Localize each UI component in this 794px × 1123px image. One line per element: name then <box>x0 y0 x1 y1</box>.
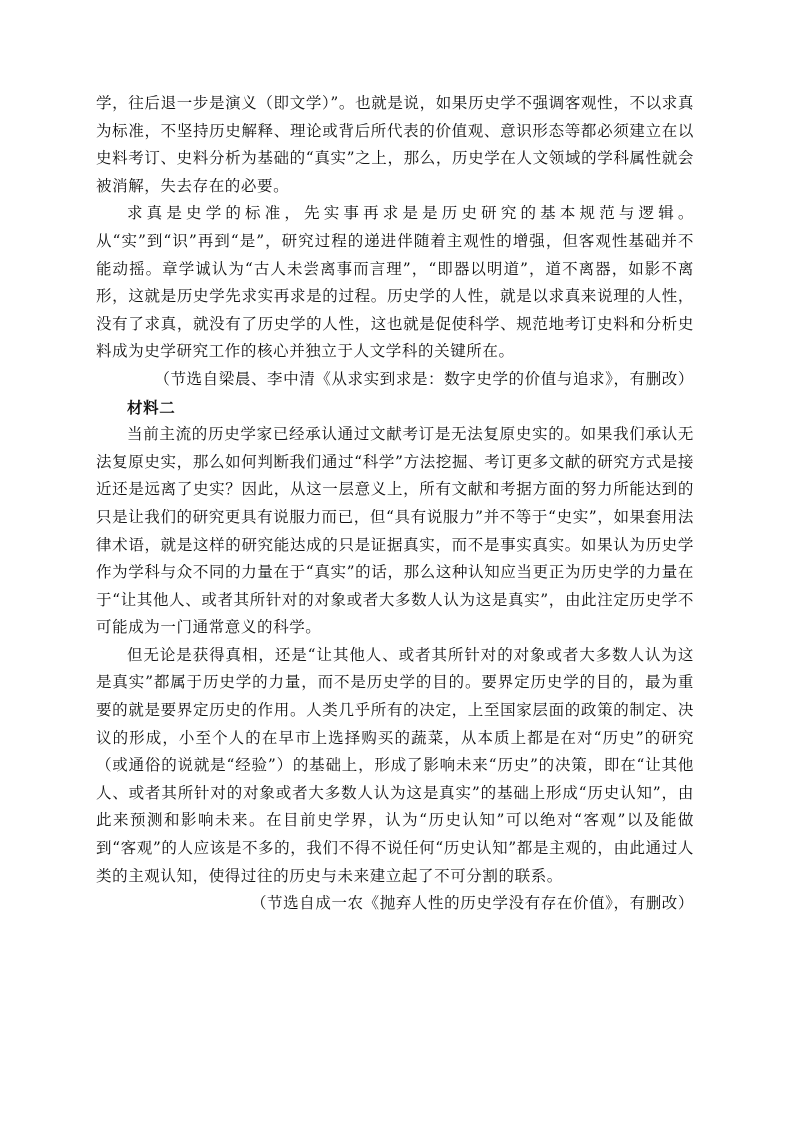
paragraph-continuation: 学，往后退一步是演义（即文学）”。也就是说，如果历史学不强调客观性，不以求真为标准，不坚持历史解释、理论或背后所代表的价值观、意识形态等都必须建立在以史料考订、史料分析为基础的“真实”之上，那么，历史学在人文领域的学科属性就会被消解，失去存在的必要。 <box>96 94 694 195</box>
source-citation-2: （节选自成一农《抛弃人性的历史学没有存在价值》，有删改） <box>250 894 694 913</box>
paragraph-purpose-of-history: 但无论是获得真相，还是“让其他人、或者其所针对的对象或者大多数人认为这是真实”都属于历史学的力量，而不是历史学的目的。要界定历史学的目的，最为重要的就是要界定历史的作用。人类几乎所有的决定，上至国家层面的政策的制定、决议的形成，小至个人的在早市上选择购买的蔬菜，从本质上都是在对“历史”的研究（或通俗的说就是“经验”）的基础上，形成了影响未来“历史”的决策，即在“让其他人、或者其所针对的对象或者大多数人认为这是真实”的基础上形成“历史认知”，由此来预测和影响未来。在目前史学界，认为“历史认知”可以绝对“客观”以及能做到“客观”的人应该是不多的，我们不得不说任何“历史认知”都是主观的，由此通过人类的主观认知，使得过往的历史与未来建立起了不可分割的联系。 <box>96 645 694 885</box>
document-body <box>96 90 694 918</box>
paragraph-mainstream-historians: 当前主流的历史学家已经承认通过文献考订是无法复原史实的。如果我们承认无法复原史实，那么如何判断我们通过“科学”方法挖掘、考订更多文献的研究方式是接近还是远离了史实？因此，从这一层意义上，所有文献和考据方面的努力所能达到的只是让我们的研究更具有说服力而已，但“具有说服力”并不等于“史实”，如果套用法律术语，就是这样的研究能达成的只是证据真实，而不是事实真实。如果认为历史学作为学科与众不同的力量在于“真实”的话，那么这种认知应当更正为历史学的力量在于“让其他人、或者其所针对的对象或者大多数人认为这是真实”，由此注定历史学不可能成为一门通常意义的科学。 <box>96 425 694 637</box>
paragraph-truth-seeking: 求真是史学的标准，先实事再求是是历史研究的基本规范与逻辑。从“实”到“识”再到“是”，研究过程的递进伴随着主观性的增强，但客观性基础并不能动摇。章学诚认为“古人未尝离事而言理”，“即器以明道”，道不离器，如影不离形，这就是历史学先求实再求是的过程。历史学的人性，就是以求真来说理的人性，没有了求真，就没有了历史学的人性，这也就是促使科学、规范地考订史料和分析史料成为史学研究工作的核心并独立于人文学科的关键所在。 <box>96 204 694 361</box>
source-citation-1: （节选自梁晨、李中清《从求实到求是：数字史学的价值与追求》，有删改） <box>154 369 694 388</box>
material-two-heading: 材料二 <box>127 397 176 417</box>
